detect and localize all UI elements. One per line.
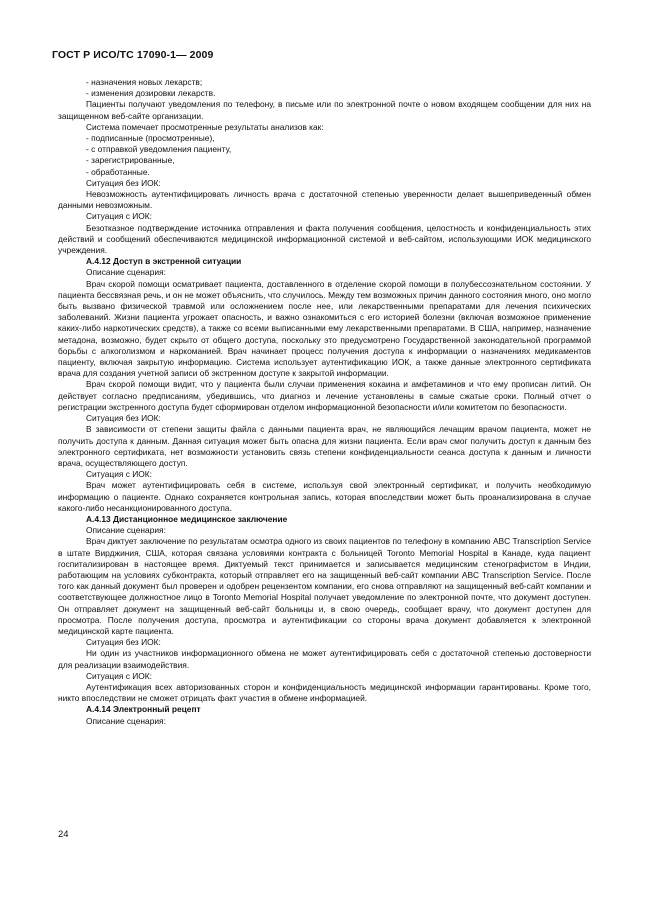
paragraph: Врач скорой помощи осматривает пациента, доставленного в отделение скорой помощи в полубессознательном состоянии. У пациента бессвязная речь, и он не может объяснить, что случилось. Между тем возможных причин данного состояния много, оно могло быть вызвано физической травмой или осложнением после нее, или лекарственными препаратами для лечения психических заболеваний. Жизни пациента угрожает опасность, и важно ознакомиться с его историей болезни (включая возможное применение каких-либо наркотических средств), а также со всеми выписанными ему лекарственными препаратами. В США, например, назначение метадона, возможно, будет скрыто от общего доступа, поскольку это предусмотрено Государственной законодательной программой борьбы с алкоголизмом и наркоманией. Врач начинает процесс получения доступа к информации о назначениях медикаментов пациенту, включая закрытую информацию. Система использует аутентификацию ИОК, а также данные электронного сертификата врача для создания учетной записи об экстренном доступе к закрытой информации.: [58, 278, 591, 379]
page-header: ГОСТ Р ИСО/ТС 17090-1— 2009: [52, 49, 214, 61]
situation-label: Ситуация без ИОК:: [86, 413, 161, 424]
paragraph: Пациенты получают уведомления по телефону, в письме или по электронной почте о новом входящем сообщении для них на защищенном веб-сайте организации.: [58, 99, 591, 121]
paragraph: Ни один из участников информационного обмена не может аутентифицировать себя с достаточной степенью достоверности для реализации взаимодействия.: [58, 648, 591, 670]
document-body: [58, 77, 591, 727]
paragraph: Аутентификация всех авторизованных сторон и конфиденциальность медицинской информации гарантированы. Кроме того, никто впоследствии не сможет отрицать факт участия в обмене информацией.: [58, 681, 591, 704]
paragraph: Безотказное подтверждение источника отправления и факта получения сообщения, целостность и конфиденциальность этих действий и сообщений обеспечиваются медицинской информационной системой и веб-сайтом, использующими ИОК медицинского учреждения.: [58, 222, 591, 256]
list-item: - зарегистрированные,: [86, 155, 175, 166]
page-number: 24: [58, 829, 69, 840]
paragraph: Врач скорой помощи видит, что у пациента были случаи применения кокаина и амфетаминов и что ему прописан литий. Он действует согласно предписаниям, убедившись, что диагноз и лечение установлены в самые сжатые сроки. Полный отчет о регистрации экстренного доступа будет сформирован отделом информационной безопасности и/или комитетом по безопасности.: [58, 379, 591, 412]
scenario-label: Описание сценария:: [86, 525, 166, 536]
list-item: - с отправкой уведомления пациенту,: [86, 144, 232, 155]
paragraph: Врач может аутентифицировать себя в системе, используя свой электронный сертификат, и получить необходимую информацию о пациенте. Однако сохраняется контрольная запись, которая впоследствии может быть проанализирована в случае какого-либо несанкционированного доступа.: [58, 480, 591, 513]
paragraph: Невозможность аутентифицировать личность врача с достаточной степенью уверенности делает вышеприведенный обмен данными невозможным.: [58, 189, 591, 211]
list-item: - назначения новых лекарств;: [86, 77, 203, 87]
section-heading: А.4.13 Дистанционное медицинское заключение: [86, 513, 288, 524]
situation-label: Ситуация без ИОК:: [86, 637, 161, 648]
situation-label: Ситуация с ИОК:: [86, 469, 152, 480]
list-item: - подписанные (просмотренные),: [86, 133, 215, 144]
list-item: - обработанные.: [86, 166, 150, 177]
situation-label: Ситуация без ИОК:: [86, 177, 161, 188]
list-item: - изменения дозировки лекарств.: [86, 88, 216, 99]
paragraph: Система помечает просмотренные результаты анализов как:: [86, 121, 324, 132]
scenario-label: Описание сценария:: [86, 267, 166, 278]
paragraph: Врач диктует заключение по результатам осмотра одного из своих пациентов по телефону в компанию ABC Transcription Service в штате Вирджиния, США, которая связана условиями контракта с больницей Toronto Memorial Hospital в Канаде, куда пациент госпитализирован в настоящее время. Диктуемый текст принимается и записывается медицинским стенографистом в Индии, работающим на условиях субконтракта, который отправляет его на защищенный веб-сайт компании ABC Transcription Service. После того как данный документ был проверен и одобрен рецензентом компании, его снова отправляют на защищенный веб-сайт компании и соответствующее должностное лицо в Toronto Memorial Hospital получает уведомление по электронной почте, что документ доступен. Он отправляет документ на защищенный веб-сайт больницы и, в свою очередь, сообщает врачу, что документ доступен для просмотра. После получения доступа, просмотра и аутентификации со стороны врача документ добавляется к электронной медицинской карте пациента.: [58, 536, 591, 636]
situation-label: Ситуация с ИОК:: [86, 211, 152, 222]
situation-label: Ситуация с ИОК:: [86, 670, 152, 681]
paragraph: В зависимости от степени защиты файла с данными пациента врач, не являющийся лечащим врачом пациента, может не получить доступа к данным. Данная ситуация может быть опасна для жизни пациента. Если врач смог получить доступ к данным без электронного сертификата, нет возможности установить связь степени конфиденциальности сеанса доступа к данным и личности врача, осуществляющего доступ.: [58, 424, 591, 468]
section-heading: А.4.14 Электронный рецепт: [86, 704, 201, 715]
section-heading: А.4.12 Доступ в экстренной ситуации: [86, 256, 242, 267]
scenario-label: Описание сценария:: [86, 715, 166, 726]
